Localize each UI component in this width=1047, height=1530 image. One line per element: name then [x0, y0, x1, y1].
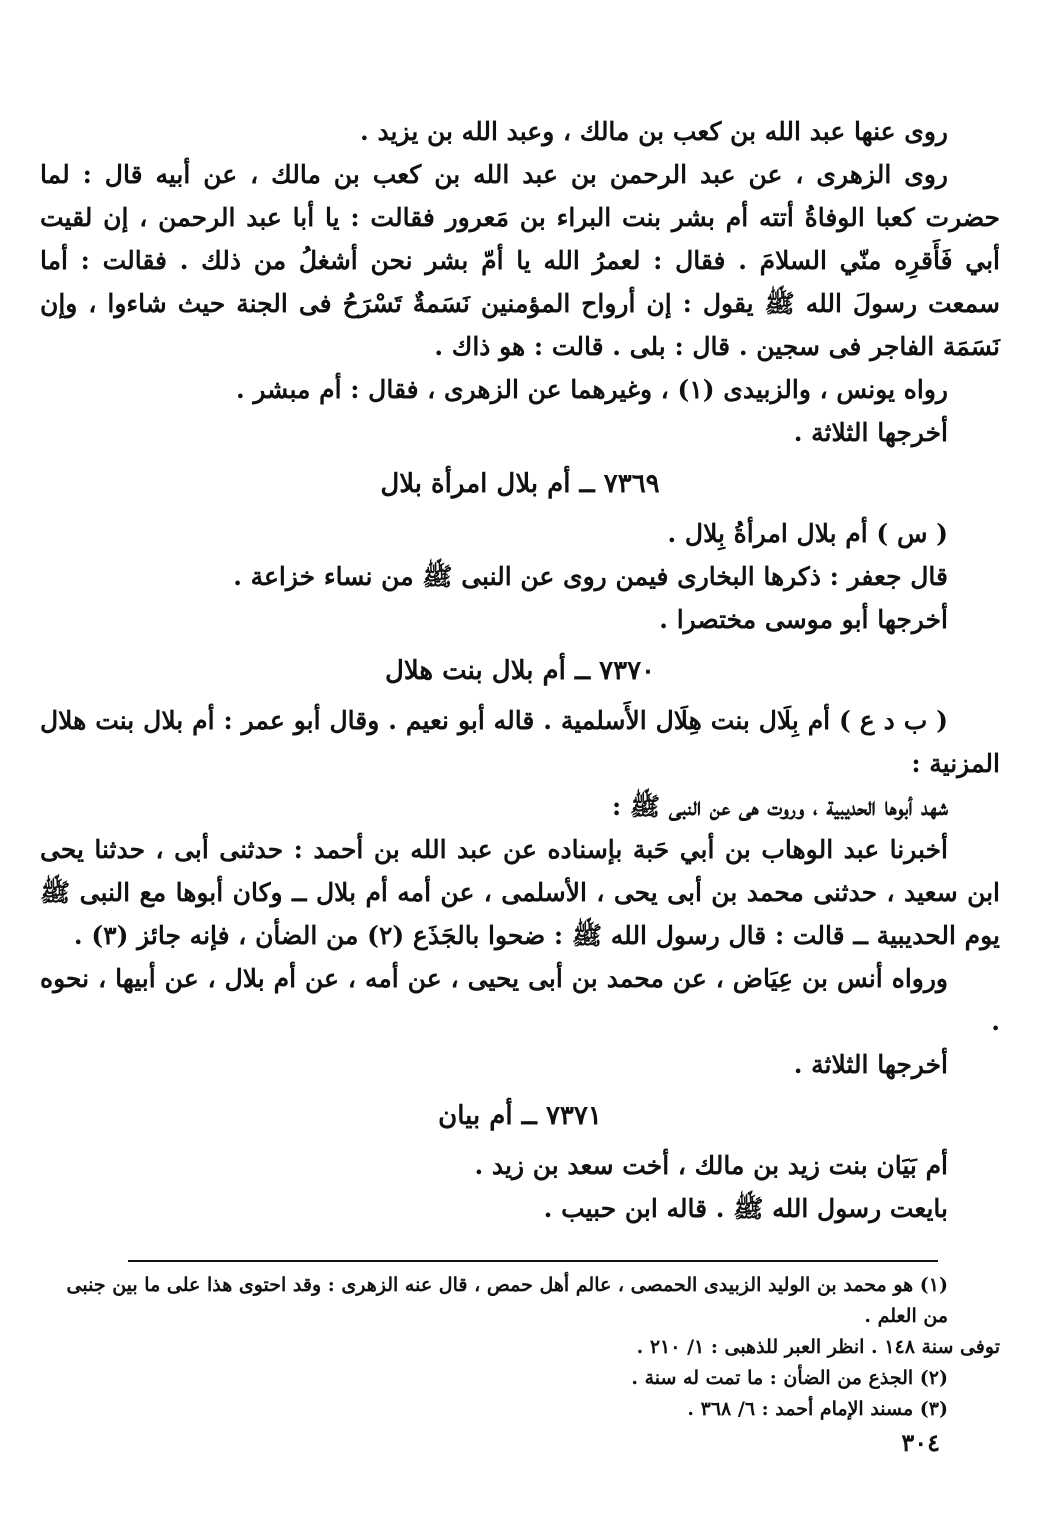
entry-heading: ٧٣٧١ ــ أم بيان [438, 1101, 602, 1131]
paragraph: قال جعفر : ذكرها البخارى فيمن روى عن النبى ﷺ من نساء خزاعة . [233, 562, 948, 591]
page-body [40, 110, 1000, 1510]
page-number: ٣٠٤ [901, 1428, 940, 1457]
footnote: (٢) الجذع من الضأن : ما تمت له سنة . [631, 1367, 948, 1389]
paragraph: رواه يونس ، والزبيدى (١) ، وغيرهما عن الزهرى ، فقال : أم مبشر . [235, 375, 948, 404]
paragraph: أخبرنا عبد الوهاب بن أبي حَبة بإسناده عن عبد الله بن أحمد : حدثنى أبى ، حدثنا يحى ابن سعيد ، حدثنى محمد بن أبى يحى ، الأسلمى ، عن أمه أم بلال ــ وكان أبوها مع النبى ﷺ يوم الحديبية ــ قالت : قال رسول الله ﷺ : ضحوا بالجَذَع (٢) من الضأن ، فإنه جائز (٣) . [40, 835, 1000, 950]
footnotes [40, 1270, 1000, 1425]
footnote: توفى سنة ١٤٨ . انظر العبر للذهبى : ١/ ٢١٠ . [636, 1336, 1000, 1358]
paragraph: روى عنها عبد الله بن كعب بن مالك ، وعبد الله بن يزيد . [360, 117, 948, 146]
paragraph: ( ب د ع ) أم بِلَال بنت هِلَال الأَسلمية . قاله أبو نعيم . وقال أبو عمر : أم بلال بنت هلال المزنية : [40, 706, 1000, 778]
paragraph: شهد أبوها الحديبية ، وروت هى عن النبى ﷺ : [611, 792, 948, 821]
entry-heading: ٧٣٧٠ ــ أم بلال بنت هلال [384, 656, 656, 686]
paragraph: ( س ) أم بلال امرأةُ بِلال . [667, 519, 948, 548]
paragraph: بايعت رسول الله ﷺ . قاله ابن حبيب . [543, 1194, 948, 1223]
footnote: (١) هو محمد بن الوليد الزبيدى الحمصى ، عالم أهل حمص ، قال عنه الزهرى : وقد احتوى هذا على ما بين جنبى من العلم . [66, 1274, 948, 1327]
paragraph: ورواه أنس بن عِيَاض ، عن محمد بن أبى يحيى ، عن أمه ، عن أم بلال ، عن أبيها ، نحوه . [40, 964, 1000, 1036]
footnote-divider [128, 1260, 938, 1262]
paragraph: أخرجها أبو موسى مختصرا . [659, 605, 948, 634]
paragraph: روى الزهرى ، عن عبد الرحمن بن عبد الله بن كعب بن مالك ، عن أبيه قال : لما حضرت كعبا الوفاةُ أتته أم بشر بنت البراء بن مَعرور فقالت : يا أبا عبد الرحمن ، إن لقيت أبي فَأَقرِه منّي السلامَ . فقال : لعمرُ الله يا أمّ بشر نحن أشغلُ من ذلك . فقالت : أما سمعت رسولَ الله ﷺ يقول : إن أرواح المؤمنين نَسَمةٌ تَسْرَحُ فى الجنة حيث شاءوا ، وإن نَسَمَة الفاجر فى سجين . قال : بلى . قالت : هو ذاك . [40, 160, 1000, 361]
paragraph: أخرجها الثلاثة . [793, 418, 948, 447]
paragraph: أم بَيَان بنت زيد بن مالك ، أخت سعد بن زيد . [474, 1151, 948, 1180]
footnote: (٣) مسند الإمام أحمد : ٦/ ٣٦٨ . [687, 1398, 948, 1420]
paragraph: أخرجها الثلاثة . [793, 1050, 948, 1079]
entry-heading: ٧٣٦٩ ــ أم بلال امرأة بلال [380, 469, 660, 499]
